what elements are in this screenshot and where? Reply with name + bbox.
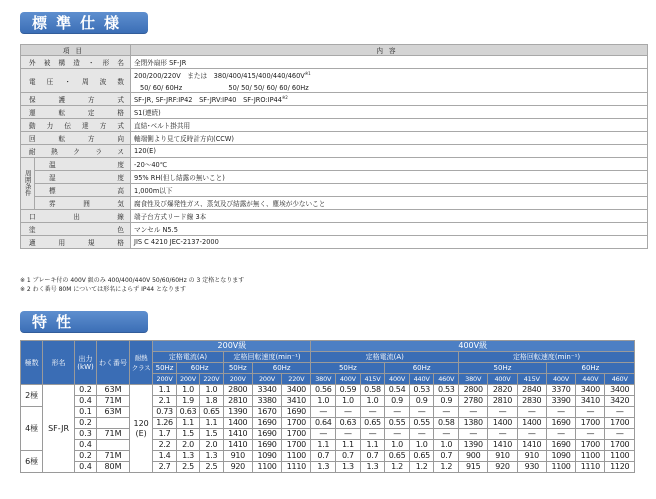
value-cell: —: [488, 407, 517, 418]
value-cell: 1390: [459, 440, 488, 451]
frame-cell: 71M: [97, 451, 130, 462]
spec-value-text: S1(連続): [134, 109, 161, 117]
frame-cell: [97, 418, 130, 429]
poles-cell: 6極: [21, 451, 43, 473]
header-voltage: 220V: [282, 374, 311, 385]
value-cell: 1690: [282, 407, 311, 418]
value-cell: 1.3: [360, 462, 385, 473]
output-cell: 0.3: [74, 429, 96, 440]
frame-cell: 80M: [97, 462, 130, 473]
spec-label: 運転定格: [21, 106, 131, 119]
poles-cell: 4極: [21, 407, 43, 451]
spec-value: [131, 69, 648, 93]
table-row: [21, 407, 635, 418]
spec-label: 口出線: [21, 210, 131, 223]
value-cell: 0.63: [176, 407, 199, 418]
footnote-mark: ※2: [281, 94, 288, 100]
value-cell: —: [488, 429, 517, 440]
spec-value-text: 全閉外扇形 SF-JR: [134, 59, 187, 67]
value-cell: 1.5: [176, 429, 199, 440]
value-cell: 1700: [576, 418, 605, 429]
value-cell: 1.7: [153, 429, 176, 440]
header-voltage: 380V: [459, 374, 488, 385]
spec-value: [131, 106, 648, 119]
value-cell: 3400: [282, 385, 311, 396]
ambient-group-label: 周囲条件: [21, 158, 35, 210]
value-cell: 2830: [517, 396, 546, 407]
value-cell: 0.65: [385, 451, 410, 462]
value-cell: 0.65: [360, 418, 385, 429]
spec-label: 保護方式: [21, 93, 131, 106]
table-row: [21, 451, 635, 462]
value-cell: 1100: [252, 462, 281, 473]
value-cell: —: [311, 407, 336, 418]
value-cell: 1.3: [336, 462, 361, 473]
output-cell: 0.2: [74, 385, 96, 396]
value-cell: —: [311, 429, 336, 440]
value-cell: —: [336, 429, 361, 440]
value-cell: 1.0: [311, 396, 336, 407]
spec-row: [21, 236, 648, 249]
header-voltage: 400V: [336, 374, 361, 385]
header-voltage: 400V: [385, 374, 410, 385]
value-cell: 1670: [252, 407, 281, 418]
value-cell: 2.0: [176, 440, 199, 451]
value-cell: 0.55: [385, 418, 410, 429]
value-cell: 0.7: [360, 451, 385, 462]
value-cell: 1.3: [176, 451, 199, 462]
spec-notes: [20, 276, 244, 294]
header-voltage: 200V: [176, 374, 199, 385]
value-cell: 1400: [517, 418, 546, 429]
header-voltage: 380V: [311, 374, 336, 385]
value-cell: 1690: [546, 440, 575, 451]
spec-label: 標高: [35, 184, 131, 197]
spec-value-line2: 50/ 60/ 60Hz 50/ 50/ 50/ 60/ 60/ 60Hz: [140, 83, 309, 92]
spec-row-ambient: [21, 171, 648, 184]
value-cell: 1.0: [200, 385, 223, 396]
value-cell: 2810: [488, 396, 517, 407]
header-insulation: 耐熱 クラス: [129, 341, 152, 385]
value-cell: 2840: [517, 385, 546, 396]
value-cell: 1100: [546, 462, 575, 473]
value-cell: 920: [223, 462, 252, 473]
output-cell: 0.1: [74, 407, 96, 418]
value-cell: 1.0: [434, 440, 459, 451]
spec-value: -20～40℃: [131, 158, 648, 171]
header-rated-speed-400: 定格回転速度(min⁻¹): [459, 352, 635, 363]
table-row: [21, 385, 635, 396]
value-cell: 1100: [576, 451, 605, 462]
value-cell: 1110: [576, 462, 605, 473]
value-cell: 1.2: [434, 462, 459, 473]
value-cell: 1390: [223, 407, 252, 418]
section-title-characteristics: 特性: [20, 311, 148, 333]
header-hz50: 50Hz: [223, 363, 252, 374]
header-voltage: 415V: [517, 374, 546, 385]
value-cell: —: [385, 429, 410, 440]
value-cell: 3400: [605, 385, 635, 396]
spec-value: JIS C 4210 JEC-2137-2000: [131, 236, 648, 249]
value-cell: 1.4: [153, 451, 176, 462]
header-voltage: 200V: [153, 374, 176, 385]
value-cell: 1690: [546, 418, 575, 429]
header-frame: わく番号: [97, 341, 130, 385]
value-cell: 0.9: [434, 396, 459, 407]
value-cell: —: [576, 407, 605, 418]
spec-label: 電圧・周波数: [21, 69, 131, 93]
value-cell: 1.0: [176, 385, 199, 396]
value-cell: 0.53: [434, 385, 459, 396]
value-cell: —: [546, 429, 575, 440]
value-cell: 910: [488, 451, 517, 462]
output-cell: 0.4: [74, 462, 96, 473]
value-cell: 900: [459, 451, 488, 462]
spec-label: 温度: [35, 158, 131, 171]
value-cell: 1.9: [176, 396, 199, 407]
value-cell: 1120: [605, 462, 635, 473]
value-cell: 2810: [223, 396, 252, 407]
value-cell: 0.53: [409, 385, 434, 396]
spec-value: マンセル N5.5: [131, 223, 648, 236]
header-voltage: 460V: [434, 374, 459, 385]
spec-value: 95% RH(但し結露の無いこと): [131, 171, 648, 184]
note-1: ※ 1 ブレーキ付の 400V 級のみ 400/400/440V 50/60/60Hz の 3 定格となります: [20, 277, 245, 284]
spec-label: 塗色: [21, 223, 131, 236]
value-cell: 1.26: [153, 418, 176, 429]
header-poles: 極数: [21, 341, 43, 385]
value-cell: 2.2: [153, 440, 176, 451]
value-cell: 915: [459, 462, 488, 473]
value-cell: 1.3: [200, 451, 223, 462]
output-cell: 0.4: [74, 440, 96, 451]
value-cell: 1400: [488, 418, 517, 429]
spec-value: [131, 132, 648, 145]
table-row: [21, 418, 635, 429]
value-cell: 3400: [576, 385, 605, 396]
note-2: ※ 2 わく番号 80M については形名によらず IP44 となります: [20, 286, 187, 293]
poles-cell: 2極: [21, 385, 43, 407]
spec-value: 端子台方式リード線 3本: [131, 210, 648, 223]
value-cell: 2780: [459, 396, 488, 407]
value-cell: —: [360, 429, 385, 440]
value-cell: —: [605, 407, 635, 418]
value-cell: 1.5: [200, 429, 223, 440]
value-cell: 1100: [282, 451, 311, 462]
value-cell: 0.7: [336, 451, 361, 462]
header-hz60: 60Hz: [176, 363, 223, 374]
header-400v-class: 400V級: [311, 341, 635, 352]
value-cell: 3410: [282, 396, 311, 407]
value-cell: 1700: [282, 440, 311, 451]
value-cell: 1.0: [409, 440, 434, 451]
spec-label: 雰囲気: [35, 197, 131, 210]
value-cell: 1400: [223, 418, 252, 429]
value-cell: 1110: [282, 462, 311, 473]
spec-row: [21, 210, 648, 223]
value-cell: 1.1: [176, 418, 199, 429]
output-cell: 0.2: [74, 451, 96, 462]
value-cell: 3340: [252, 385, 281, 396]
value-cell: —: [576, 429, 605, 440]
value-cell: —: [434, 407, 459, 418]
output-cell: 0.4: [74, 396, 96, 407]
spec-value-line1: 200/200/220V または 380/400/415/400/440/460V: [134, 72, 305, 81]
value-cell: —: [546, 407, 575, 418]
spec-header-item: 項目: [21, 45, 131, 56]
value-cell: —: [605, 429, 635, 440]
value-cell: 2.1: [153, 396, 176, 407]
value-cell: 1410: [223, 429, 252, 440]
frame-cell: 63M: [97, 407, 130, 418]
value-cell: 1410: [223, 440, 252, 451]
spec-value-text: SF-JR, SF-JRF:IP42 SF-JRV:IP40 SF-JRO:IP44: [134, 96, 282, 104]
value-cell: —: [409, 429, 434, 440]
header-voltage: 220V: [200, 374, 223, 385]
spec-row: [21, 223, 648, 236]
header-voltage: 400V: [488, 374, 517, 385]
table-row: [21, 440, 635, 451]
value-cell: 1.0: [385, 440, 410, 451]
value-cell: 0.9: [385, 396, 410, 407]
value-cell: 0.64: [311, 418, 336, 429]
value-cell: 0.65: [409, 451, 434, 462]
header-voltage: 460V: [605, 374, 635, 385]
value-cell: 1700: [576, 440, 605, 451]
value-cell: 0.58: [360, 385, 385, 396]
spec-value: [131, 93, 648, 106]
value-cell: —: [517, 407, 546, 418]
table-row: [21, 396, 635, 407]
value-cell: 1.2: [385, 462, 410, 473]
value-cell: 3380: [252, 396, 281, 407]
value-cell: 1.3: [311, 462, 336, 473]
output-cell: 0.2: [74, 418, 96, 429]
value-cell: 1700: [605, 418, 635, 429]
spec-row-ambient: [21, 184, 648, 197]
header-voltage: 200V: [223, 374, 252, 385]
value-cell: 1690: [252, 418, 281, 429]
spec-value-text: 直結･ベルト掛共用: [134, 122, 191, 130]
value-cell: 0.9: [409, 396, 434, 407]
value-cell: 3410: [576, 396, 605, 407]
header-voltage: 400V: [546, 374, 575, 385]
spec-value-text: 軸端側より見て反時計方向(CCW): [134, 135, 234, 143]
value-cell: 1090: [252, 451, 281, 462]
spec-label: 外被構造・形名: [21, 56, 131, 69]
spec-label: 動力伝達方式: [21, 119, 131, 132]
value-cell: 3420: [605, 396, 635, 407]
value-cell: 0.63: [336, 418, 361, 429]
value-cell: 1700: [605, 440, 635, 451]
value-cell: 910: [223, 451, 252, 462]
spec-row-ambient: [21, 197, 648, 210]
header-voltage: 415V: [360, 374, 385, 385]
characteristics-table: [20, 340, 635, 473]
header-voltage: 200V: [252, 374, 281, 385]
header-output: 出力 (kW): [74, 341, 96, 385]
value-cell: —: [385, 407, 410, 418]
value-cell: —: [434, 429, 459, 440]
value-cell: 2800: [459, 385, 488, 396]
value-cell: 910: [517, 451, 546, 462]
header-rated-current-200: 定格電流(A): [153, 352, 223, 363]
section-title-standard-spec: 標準仕様: [20, 12, 148, 34]
spec-row: [21, 132, 648, 145]
value-cell: 0.54: [385, 385, 410, 396]
spec-row: [21, 69, 648, 93]
value-cell: 1410: [488, 440, 517, 451]
model-cell: SF-JR: [43, 385, 75, 473]
spec-row: [21, 56, 648, 69]
value-cell: 0.59: [336, 385, 361, 396]
spec-value: 腐食性及び爆発性ガス、蒸気及び結露が無く、塵埃が少ないこと: [131, 197, 648, 210]
value-cell: 2.5: [200, 462, 223, 473]
spec-label: 回転方向: [21, 132, 131, 145]
value-cell: —: [360, 407, 385, 418]
value-cell: 1.1: [336, 440, 361, 451]
spec-row-ambient: [21, 158, 648, 171]
frame-cell: 71M: [97, 429, 130, 440]
frame-cell: 63M: [97, 385, 130, 396]
value-cell: —: [517, 429, 546, 440]
value-cell: 2.7: [153, 462, 176, 473]
header-hz60: 60Hz: [546, 363, 634, 374]
value-cell: 0.7: [311, 451, 336, 462]
value-cell: 1100: [605, 451, 635, 462]
value-cell: —: [409, 407, 434, 418]
value-cell: —: [336, 407, 361, 418]
spec-value-text: 120(E): [134, 147, 156, 155]
header-voltage: 440V: [576, 374, 605, 385]
spec-label: 湿度: [35, 171, 131, 184]
spec-label: 適用規格: [21, 236, 131, 249]
value-cell: 2.0: [200, 440, 223, 451]
value-cell: 1410: [517, 440, 546, 451]
value-cell: 1380: [459, 418, 488, 429]
header-hz50: 50Hz: [459, 363, 547, 374]
value-cell: 1090: [546, 451, 575, 462]
header-hz60: 60Hz: [385, 363, 459, 374]
value-cell: —: [459, 429, 488, 440]
value-cell: 1.1: [311, 440, 336, 451]
spec-row: [21, 119, 648, 132]
value-cell: 1.1: [153, 385, 176, 396]
value-cell: 0.73: [153, 407, 176, 418]
spec-row: [21, 106, 648, 119]
header-hz50: 50Hz: [311, 363, 385, 374]
value-cell: 0.56: [311, 385, 336, 396]
frame-cell: 71M: [97, 396, 130, 407]
table-row: [21, 462, 635, 473]
value-cell: 1690: [252, 429, 281, 440]
value-cell: 2.5: [176, 462, 199, 473]
spec-label: 耐熱クラス: [21, 145, 131, 158]
value-cell: 920: [488, 462, 517, 473]
header-voltage: 440V: [409, 374, 434, 385]
standard-spec-table: [20, 44, 648, 249]
value-cell: 3370: [546, 385, 575, 396]
value-cell: 0.55: [409, 418, 434, 429]
header-hz60: 60Hz: [252, 363, 311, 374]
value-cell: 1.0: [360, 396, 385, 407]
value-cell: 1.0: [336, 396, 361, 407]
header-hz50: 50Hz: [153, 363, 176, 374]
value-cell: 1.8: [200, 396, 223, 407]
value-cell: 1.2: [409, 462, 434, 473]
value-cell: 0.58: [434, 418, 459, 429]
table-row: [21, 429, 635, 440]
insulation-cell: 120 (E): [129, 385, 152, 473]
value-cell: —: [459, 407, 488, 418]
header-200v-class: 200V級: [153, 341, 311, 352]
value-cell: 1.1: [200, 418, 223, 429]
value-cell: 1.1: [360, 440, 385, 451]
frame-cell: [97, 440, 130, 451]
header-model: 形名: [43, 341, 75, 385]
spec-value: [131, 119, 648, 132]
spec-row: [21, 93, 648, 106]
value-cell: 1700: [282, 418, 311, 429]
header-rated-current-400: 定格電流(A): [311, 352, 459, 363]
spec-row: [21, 145, 648, 158]
spec-value: 1,000m以下: [131, 184, 648, 197]
value-cell: 0.65: [200, 407, 223, 418]
spec-header-content: 内容: [131, 45, 648, 56]
footnote-mark: ※1: [304, 71, 311, 77]
spec-value: [131, 145, 648, 158]
value-cell: 2800: [223, 385, 252, 396]
value-cell: 1700: [282, 429, 311, 440]
header-rated-speed-200: 定格回転速度(min⁻¹): [223, 352, 311, 363]
value-cell: 1690: [252, 440, 281, 451]
value-cell: 0.7: [434, 451, 459, 462]
value-cell: 2820: [488, 385, 517, 396]
value-cell: 3390: [546, 396, 575, 407]
spec-value: [131, 56, 648, 69]
value-cell: 930: [517, 462, 546, 473]
